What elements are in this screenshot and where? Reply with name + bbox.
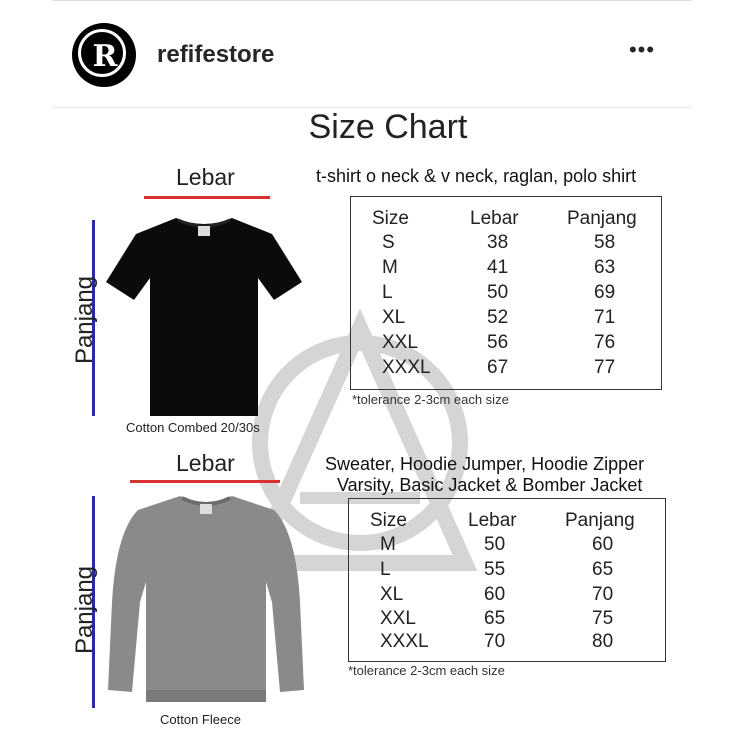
- table1-row-lebar: 41: [487, 257, 509, 278]
- avatar-ring: [78, 29, 126, 77]
- table1-row-panjang: 71: [594, 307, 616, 328]
- table2-header-panjang: Panjang: [565, 510, 635, 531]
- table2-row-lebar: 70: [484, 631, 506, 652]
- tolerance-note-1: *tolerance 2-3cm each size: [352, 392, 509, 407]
- panjang-label-2: Panjang: [71, 565, 98, 655]
- table1-row-panjang: 77: [594, 357, 616, 378]
- table2-header-lebar: Lebar: [468, 510, 517, 531]
- table1-row-panjang: 69: [594, 282, 616, 303]
- fabric-caption-2: Cotton Fleece: [160, 712, 241, 727]
- table2-row-size: XXXL: [380, 631, 429, 652]
- table2-row-lebar: 50: [484, 534, 506, 555]
- table2-row-lebar: 65: [484, 608, 506, 629]
- table1-row-size: XXXL: [382, 357, 431, 378]
- table2-row-panjang: 70: [592, 584, 614, 605]
- more-options-icon[interactable]: •••: [628, 37, 656, 62]
- table1-row-lebar: 52: [487, 307, 509, 328]
- table1-header-panjang: Panjang: [567, 208, 637, 229]
- post-image: [0, 108, 744, 744]
- tshirt-icon: [104, 212, 304, 418]
- table1-row-size: M: [382, 257, 398, 278]
- avatar-letter: R: [92, 39, 118, 74]
- table2-row-panjang: 65: [592, 559, 614, 580]
- table2-row-panjang: 75: [592, 608, 614, 629]
- table2-row-size: M: [380, 534, 396, 555]
- width-indicator-line-2: [130, 480, 280, 483]
- size-chart-title: Size Chart: [308, 108, 468, 146]
- post-header: [52, 1, 692, 108]
- product-description-1: t-shirt o neck & v neck, raglan, polo shirt: [316, 166, 637, 186]
- table2-row-lebar: 60: [484, 584, 506, 605]
- table1-row-size: XL: [382, 307, 406, 328]
- table1-row-size: XXL: [382, 332, 418, 353]
- table2-header-size: Size: [370, 510, 407, 531]
- table2-row-panjang: 80: [592, 631, 614, 652]
- table1-row-lebar: 67: [487, 357, 509, 378]
- tolerance-note-2: *tolerance 2-3cm each size: [348, 663, 505, 678]
- username-link[interactable]: refifestore: [157, 41, 275, 68]
- panjang-label-1: Panjang: [71, 275, 98, 365]
- table1-header-size: Size: [372, 208, 409, 229]
- product-description-2-line2: Varsity, Basic Jacket & Bomber Jacket: [337, 475, 643, 495]
- table1-row-size: S: [382, 232, 395, 253]
- table1-row-size: L: [382, 282, 393, 303]
- lebar-label-2: Lebar: [176, 450, 235, 476]
- sweater-icon: [106, 492, 306, 708]
- table1-row-panjang: 58: [594, 232, 616, 253]
- product-description-2-line1: Sweater, Hoodie Jumper, Hoodie Zipper: [325, 454, 645, 474]
- lebar-label-1: Lebar: [176, 164, 235, 190]
- fabric-caption-1: Cotton Combed 20/30s: [126, 420, 260, 435]
- table1-row-lebar: 56: [487, 332, 509, 353]
- avatar[interactable]: [72, 23, 136, 87]
- table1-header-lebar: Lebar: [470, 208, 519, 229]
- table2-row-size: XXL: [380, 608, 416, 629]
- table1-row-lebar: 50: [487, 282, 509, 303]
- width-indicator-line-1: [144, 196, 270, 199]
- table1-row-lebar: 38: [487, 232, 509, 253]
- table2-row-size: XL: [380, 584, 404, 605]
- table2-row-lebar: 55: [484, 559, 506, 580]
- table2-row-panjang: 60: [592, 534, 614, 555]
- table2-row-size: L: [380, 559, 391, 580]
- table1-row-panjang: 76: [594, 332, 616, 353]
- table1-row-panjang: 63: [594, 257, 616, 278]
